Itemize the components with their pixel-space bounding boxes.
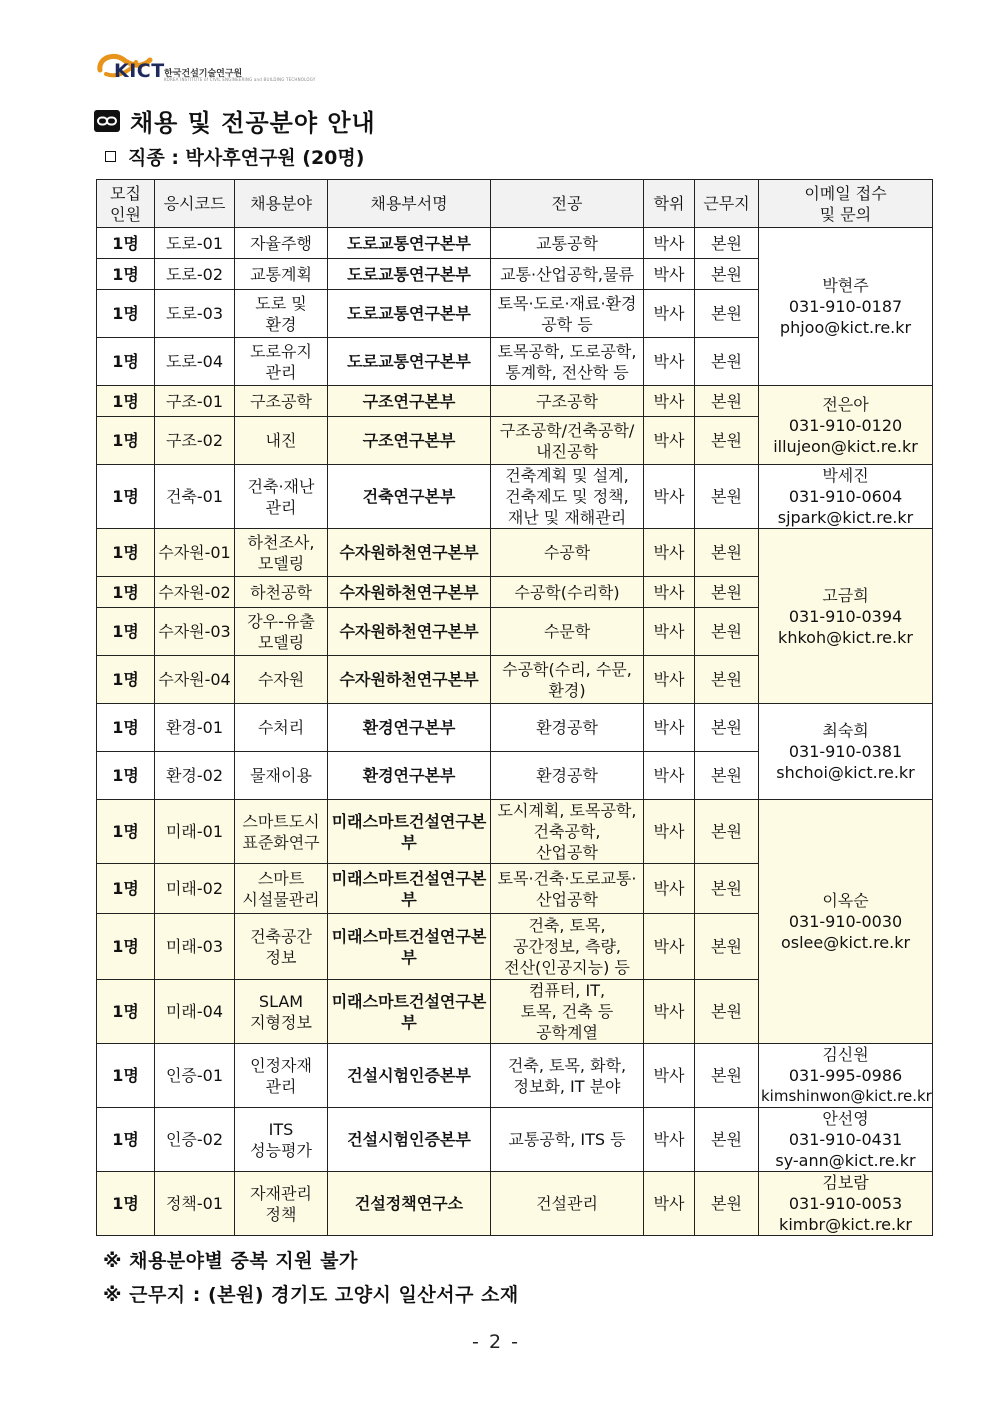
count-cell: 1명 (97, 386, 155, 417)
degree-cell: 박사 (644, 290, 695, 338)
count-cell: 1명 (97, 465, 155, 529)
major-cell: 토목·건축·도로교통· 산업공학 (491, 864, 644, 914)
dept-cell: 수자원하천연구본부 (328, 577, 491, 608)
table-row (97, 1044, 933, 1108)
dept-cell: 건설시험인증본부 (328, 1108, 491, 1172)
table-row (97, 465, 933, 529)
dept-cell: 환경연구본부 (328, 752, 491, 800)
code-cell: 수자원-04 (155, 656, 235, 704)
contact-cell (759, 386, 933, 465)
contact-email[interactable]: kimshinwon@kict.re.kr (761, 1087, 932, 1105)
table-row (97, 386, 933, 417)
contact-phone: 031-910-0394 (788, 606, 903, 626)
dept-cell: 건설정책연구소 (328, 1172, 491, 1236)
contact-name: 김보람 (822, 1173, 869, 1192)
major-cell: 도시계획, 토목공학, 건축공학, 산업공학 (491, 800, 644, 864)
major-cell: 교통공학 (491, 228, 644, 259)
dept-cell: 구조연구본부 (328, 417, 491, 465)
code-cell: 구조-01 (155, 386, 235, 417)
location-cell: 본원 (695, 228, 759, 259)
major-cell: 수공학 (491, 529, 644, 577)
contact-email[interactable]: sjpark@kict.re.kr (777, 508, 914, 527)
code-cell: 수자원-02 (155, 577, 235, 608)
major-cell: 컴퓨터, IT, 토목, 건축 등 공학계열 (491, 980, 644, 1044)
count-cell: 1명 (97, 1108, 155, 1172)
table-row (97, 800, 933, 864)
major-cell: 토목공학, 도로공학, 통계학, 전산학 등 (491, 338, 644, 386)
location-cell: 본원 (695, 704, 759, 752)
field-cell: 교통계획 (235, 259, 328, 290)
count-cell: 1명 (97, 752, 155, 800)
contact-phone: 031-910-0604 (788, 487, 903, 506)
link-icon (94, 110, 120, 132)
section-title (94, 103, 376, 138)
degree-cell: 박사 (644, 228, 695, 259)
code-cell: 도로-04 (155, 338, 235, 386)
major-cell: 건설관리 (491, 1172, 644, 1236)
dept-cell: 미래스마트건설연구본부 (328, 800, 491, 864)
code-cell: 건축-01 (155, 465, 235, 529)
dept-cell: 도로교통연구본부 (328, 259, 491, 290)
contact-email[interactable]: shchoi@kict.re.kr (776, 763, 915, 782)
code-cell: 환경-02 (155, 752, 235, 800)
header-count: 모집 인원 (97, 180, 155, 228)
logo-english-name: KOREA INSTITUTE of CIVIL ENGINEERING and BUILDING TECHNOLOGY (164, 77, 316, 82)
contact-email[interactable]: phjoo@kict.re.kr (779, 318, 912, 337)
field-cell: 하천조사, 모델링 (235, 529, 328, 577)
header-contact: 이메일 접수 및 문의 (759, 180, 933, 228)
contact-cell (759, 1172, 933, 1236)
location-cell: 본원 (695, 529, 759, 577)
location-cell: 본원 (695, 752, 759, 800)
degree-cell: 박사 (644, 338, 695, 386)
sub-title (105, 143, 364, 170)
field-cell: 강우-유출 모델링 (235, 608, 328, 656)
code-cell: 미래-02 (155, 864, 235, 914)
major-cell: 건축, 토목, 화학, 정보화, IT 분야 (491, 1044, 644, 1108)
header-degree: 학위 (644, 180, 695, 228)
code-cell: 미래-01 (155, 800, 235, 864)
count-cell: 1명 (97, 608, 155, 656)
contact-name: 이옥순 (822, 891, 869, 910)
contact-name: 박현주 (822, 276, 869, 295)
code-cell: 미래-04 (155, 980, 235, 1044)
contact-cell (759, 529, 933, 704)
dept-cell: 구조연구본부 (328, 386, 491, 417)
note-location: ※ 근무지 : (본원) 경기도 고양시 일산서구 소재 (103, 1284, 519, 1306)
dept-cell: 건축연구본부 (328, 465, 491, 529)
code-cell: 구조-02 (155, 417, 235, 465)
contact-phone: 031-910-0053 (788, 1194, 903, 1213)
field-cell: 수자원 (235, 656, 328, 704)
major-cell: 수문학 (491, 608, 644, 656)
count-cell: 1명 (97, 1172, 155, 1236)
count-cell: 1명 (97, 529, 155, 577)
location-cell: 본원 (695, 608, 759, 656)
section-title-text: 채용 및 전공분야 안내 (130, 109, 376, 137)
degree-cell: 박사 (644, 1044, 695, 1108)
degree-cell: 박사 (644, 656, 695, 704)
degree-cell: 박사 (644, 752, 695, 800)
count-cell: 1명 (97, 864, 155, 914)
location-cell: 본원 (695, 656, 759, 704)
code-cell: 인증-01 (155, 1044, 235, 1108)
page-number: - 2 - (472, 1331, 520, 1353)
code-cell: 수자원-03 (155, 608, 235, 656)
degree-cell: 박사 (644, 465, 695, 529)
count-cell: 1명 (97, 800, 155, 864)
contact-cell (759, 465, 933, 529)
field-cell: 도로 및 환경 (235, 290, 328, 338)
location-cell: 본원 (695, 417, 759, 465)
degree-cell: 박사 (644, 914, 695, 980)
code-cell: 수자원-01 (155, 529, 235, 577)
contact-phone: 031-910-0120 (788, 415, 903, 435)
table-row (97, 529, 933, 577)
degree-cell: 박사 (644, 529, 695, 577)
field-cell: 자재관리 정책 (235, 1172, 328, 1236)
field-cell: 수처리 (235, 704, 328, 752)
contact-email[interactable]: oslee@kict.re.kr (780, 933, 911, 952)
location-cell: 본원 (695, 864, 759, 914)
location-cell: 본원 (695, 465, 759, 529)
contact-cell (759, 1108, 933, 1172)
code-cell: 정책-01 (155, 1172, 235, 1236)
location-cell: 본원 (695, 800, 759, 864)
degree-cell: 박사 (644, 608, 695, 656)
code-cell: 도로-01 (155, 228, 235, 259)
field-cell: 물재이용 (235, 752, 328, 800)
square-bullet-icon (105, 151, 116, 162)
code-cell: 인증-02 (155, 1108, 235, 1172)
contact-phone: 031-995-0986 (788, 1066, 903, 1085)
major-cell: 교통공학, ITS 등 (491, 1108, 644, 1172)
header-major: 전공 (491, 180, 644, 228)
dept-cell: 미래스마트건설연구본부 (328, 914, 491, 980)
contact-name: 고금희 (822, 585, 869, 605)
major-cell: 환경공학 (491, 752, 644, 800)
major-cell: 수공학(수리, 수문, 환경) (491, 656, 644, 704)
degree-cell: 박사 (644, 704, 695, 752)
contact-phone: 031-910-0431 (788, 1130, 903, 1149)
header-dept: 채용부서명 (328, 180, 491, 228)
major-cell: 건축, 토목, 공간정보, 측량, 전산(인공지능) 등 (491, 914, 644, 980)
code-cell: 미래-03 (155, 914, 235, 980)
sub-title-text: 직종 : 박사후연구원 (20명) (128, 147, 365, 169)
dept-cell: 환경연구본부 (328, 704, 491, 752)
contact-cell (759, 228, 933, 386)
table-header-row (97, 180, 933, 228)
code-cell: 도로-03 (155, 290, 235, 338)
major-cell: 교통·산업공학,물류 (491, 259, 644, 290)
dept-cell: 수자원하천연구본부 (328, 529, 491, 577)
count-cell: 1명 (97, 290, 155, 338)
field-cell: SLAM 지형정보 (235, 980, 328, 1044)
contact-name: 박세진 (822, 466, 869, 485)
location-cell: 본원 (695, 338, 759, 386)
dept-cell: 도로교통연구본부 (328, 338, 491, 386)
degree-cell: 박사 (644, 417, 695, 465)
dept-cell: 도로교통연구본부 (328, 290, 491, 338)
contact-name: 최숙희 (822, 721, 869, 740)
degree-cell: 박사 (644, 1108, 695, 1172)
field-cell: 건축공간 정보 (235, 914, 328, 980)
location-cell: 본원 (695, 290, 759, 338)
contact-email[interactable]: sy-ann@kict.re.kr (775, 1151, 916, 1170)
contact-email[interactable]: khkoh@kict.re.kr (778, 627, 913, 647)
contact-name: 김신원 (822, 1045, 869, 1064)
contact-email[interactable]: illujeon@kict.re.kr (773, 436, 918, 456)
logo-korean-name: 한국건설기술연구원 (164, 69, 243, 79)
table-row (97, 1108, 933, 1172)
major-cell: 환경공학 (491, 704, 644, 752)
table-row (97, 228, 933, 259)
location-cell: 본원 (695, 1172, 759, 1236)
logo-text: KICT (114, 60, 165, 82)
field-cell: 자율주행 (235, 228, 328, 259)
count-cell: 1명 (97, 980, 155, 1044)
degree-cell: 박사 (644, 980, 695, 1044)
location-cell: 본원 (695, 914, 759, 980)
degree-cell: 박사 (644, 800, 695, 864)
contact-name: 전은아 (822, 394, 869, 414)
location-cell: 본원 (695, 259, 759, 290)
count-cell: 1명 (97, 1044, 155, 1108)
major-cell: 구조공학 (491, 386, 644, 417)
dept-cell: 건설시험인증본부 (328, 1044, 491, 1108)
major-cell: 수공학(수리학) (491, 577, 644, 608)
header-location: 근무지 (695, 180, 759, 228)
field-cell: ITS 성능평가 (235, 1108, 328, 1172)
count-cell: 1명 (97, 228, 155, 259)
header-field: 채용분야 (235, 180, 328, 228)
field-cell: 스마트 시설물관리 (235, 864, 328, 914)
count-cell: 1명 (97, 417, 155, 465)
field-cell: 인정자재 관리 (235, 1044, 328, 1108)
header-code: 응시코드 (155, 180, 235, 228)
dept-cell: 미래스마트건설연구본부 (328, 864, 491, 914)
count-cell: 1명 (97, 577, 155, 608)
location-cell: 본원 (695, 1108, 759, 1172)
contact-cell (759, 704, 933, 800)
field-cell: 내진 (235, 417, 328, 465)
field-cell: 도로유지 관리 (235, 338, 328, 386)
count-cell: 1명 (97, 259, 155, 290)
count-cell: 1명 (97, 656, 155, 704)
degree-cell: 박사 (644, 864, 695, 914)
table-row (97, 1172, 933, 1236)
dept-cell: 미래스마트건설연구본부 (328, 980, 491, 1044)
degree-cell: 박사 (644, 1172, 695, 1236)
major-cell: 구조공학/건축공학/ 내진공학 (491, 417, 644, 465)
table-body (97, 228, 933, 1236)
count-cell: 1명 (97, 914, 155, 980)
contact-email[interactable]: kimbr@kict.re.kr (779, 1215, 912, 1234)
dept-cell: 수자원하천연구본부 (328, 608, 491, 656)
degree-cell: 박사 (644, 386, 695, 417)
contact-phone: 031-910-0381 (788, 742, 903, 761)
count-cell: 1명 (97, 704, 155, 752)
field-cell: 건축·재난 관리 (235, 465, 328, 529)
count-cell: 1명 (97, 338, 155, 386)
contact-phone: 031-910-0187 (788, 297, 903, 316)
contact-cell (759, 1044, 933, 1108)
contact-name: 안선영 (822, 1109, 869, 1128)
major-cell: 토목·도로·재료·환경 공학 등 (491, 290, 644, 338)
code-cell: 도로-02 (155, 259, 235, 290)
dept-cell: 수자원하천연구본부 (328, 656, 491, 704)
field-cell: 구조공학 (235, 386, 328, 417)
field-cell: 스마트도시 표준화연구 (235, 800, 328, 864)
degree-cell: 박사 (644, 259, 695, 290)
contact-phone: 031-910-0030 (788, 912, 903, 931)
note-duplicate: ※ 채용분야별 중복 지원 불가 (103, 1250, 358, 1272)
field-cell: 하천공학 (235, 577, 328, 608)
location-cell: 본원 (695, 980, 759, 1044)
location-cell: 본원 (695, 577, 759, 608)
location-cell: 본원 (695, 1044, 759, 1108)
contact-cell (759, 800, 933, 1044)
degree-cell: 박사 (644, 577, 695, 608)
kict-logo (96, 46, 316, 86)
dept-cell: 도로교통연구본부 (328, 228, 491, 259)
major-cell: 건축계획 및 설계, 건축제도 및 정책, 재난 및 재해관리 (491, 465, 644, 529)
location-cell: 본원 (695, 386, 759, 417)
recruitment-table (96, 179, 933, 1236)
table-row (97, 704, 933, 752)
code-cell: 환경-01 (155, 704, 235, 752)
